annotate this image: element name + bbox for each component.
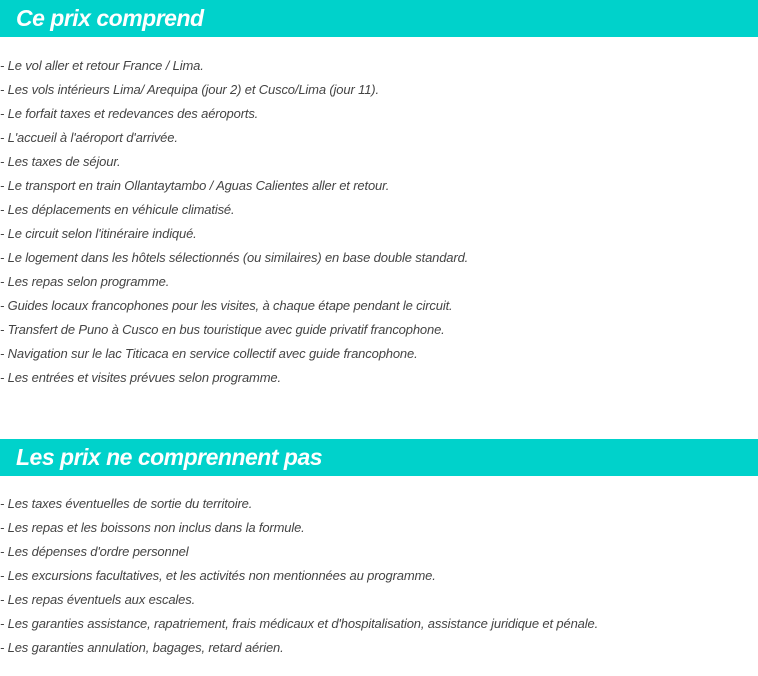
- excluded-list-item: - Les dépenses d'ordre personnel: [0, 544, 189, 559]
- excluded-list-item: - Les excursions facultatives, et les activités non mentionnées au programme.: [0, 568, 436, 583]
- included-list-item: - Les déplacements en véhicule climatisé.: [0, 202, 235, 217]
- included-list-item: - Le transport en train Ollantaytambo / Aguas Calientes aller et retour.: [0, 178, 390, 193]
- excluded-list-item: - Les taxes éventuelles de sortie du territoire.: [0, 496, 253, 511]
- included-list-item: - Navigation sur le lac Titicaca en service collectif avec guide francophone.: [0, 346, 418, 361]
- included-list: [0, 54, 468, 390]
- excluded-list-item: - Les garanties assistance, rapatriement, frais médicaux et d'hospitalisation, assistance juridique et pénale.: [0, 616, 599, 631]
- included-list-item: - Les repas selon programme.: [0, 274, 170, 289]
- excluded-heading: Les prix ne comprennent pas: [0, 439, 758, 476]
- included-list-item: - Transfert de Puno à Cusco en bus touristique avec guide privatif francophone.: [0, 322, 445, 337]
- included-list-item: - Le vol aller et retour France / Lima.: [0, 58, 204, 73]
- included-list-item: - Les taxes de séjour.: [0, 154, 121, 169]
- included-heading: Ce prix comprend: [0, 0, 758, 37]
- included-list-item: - Le circuit selon l'itinéraire indiqué.: [0, 226, 197, 241]
- included-list-item: - Le forfait taxes et redevances des aéroports.: [0, 106, 259, 121]
- excluded-list: [0, 492, 598, 660]
- included-list-item: - Les entrées et visites prévues selon programme.: [0, 370, 281, 385]
- included-list-item: - Guides locaux francophones pour les visites, à chaque étape pendant le circuit.: [0, 298, 453, 313]
- included-list-item: - Les vols intérieurs Lima/ Arequipa (jour 2) et Cusco/Lima (jour 11).: [0, 82, 379, 97]
- excluded-list-item: - Les garanties annulation, bagages, retard aérien.: [0, 640, 284, 655]
- included-list-item: - Le logement dans les hôtels sélectionnés (ou similaires) en base double standard.: [0, 250, 469, 265]
- included-list-item: - L'accueil à l'aéroport d'arrivée.: [0, 130, 178, 145]
- excluded-list-item: - Les repas éventuels aux escales.: [0, 592, 196, 607]
- excluded-list-item: - Les repas et les boissons non inclus dans la formule.: [0, 520, 305, 535]
